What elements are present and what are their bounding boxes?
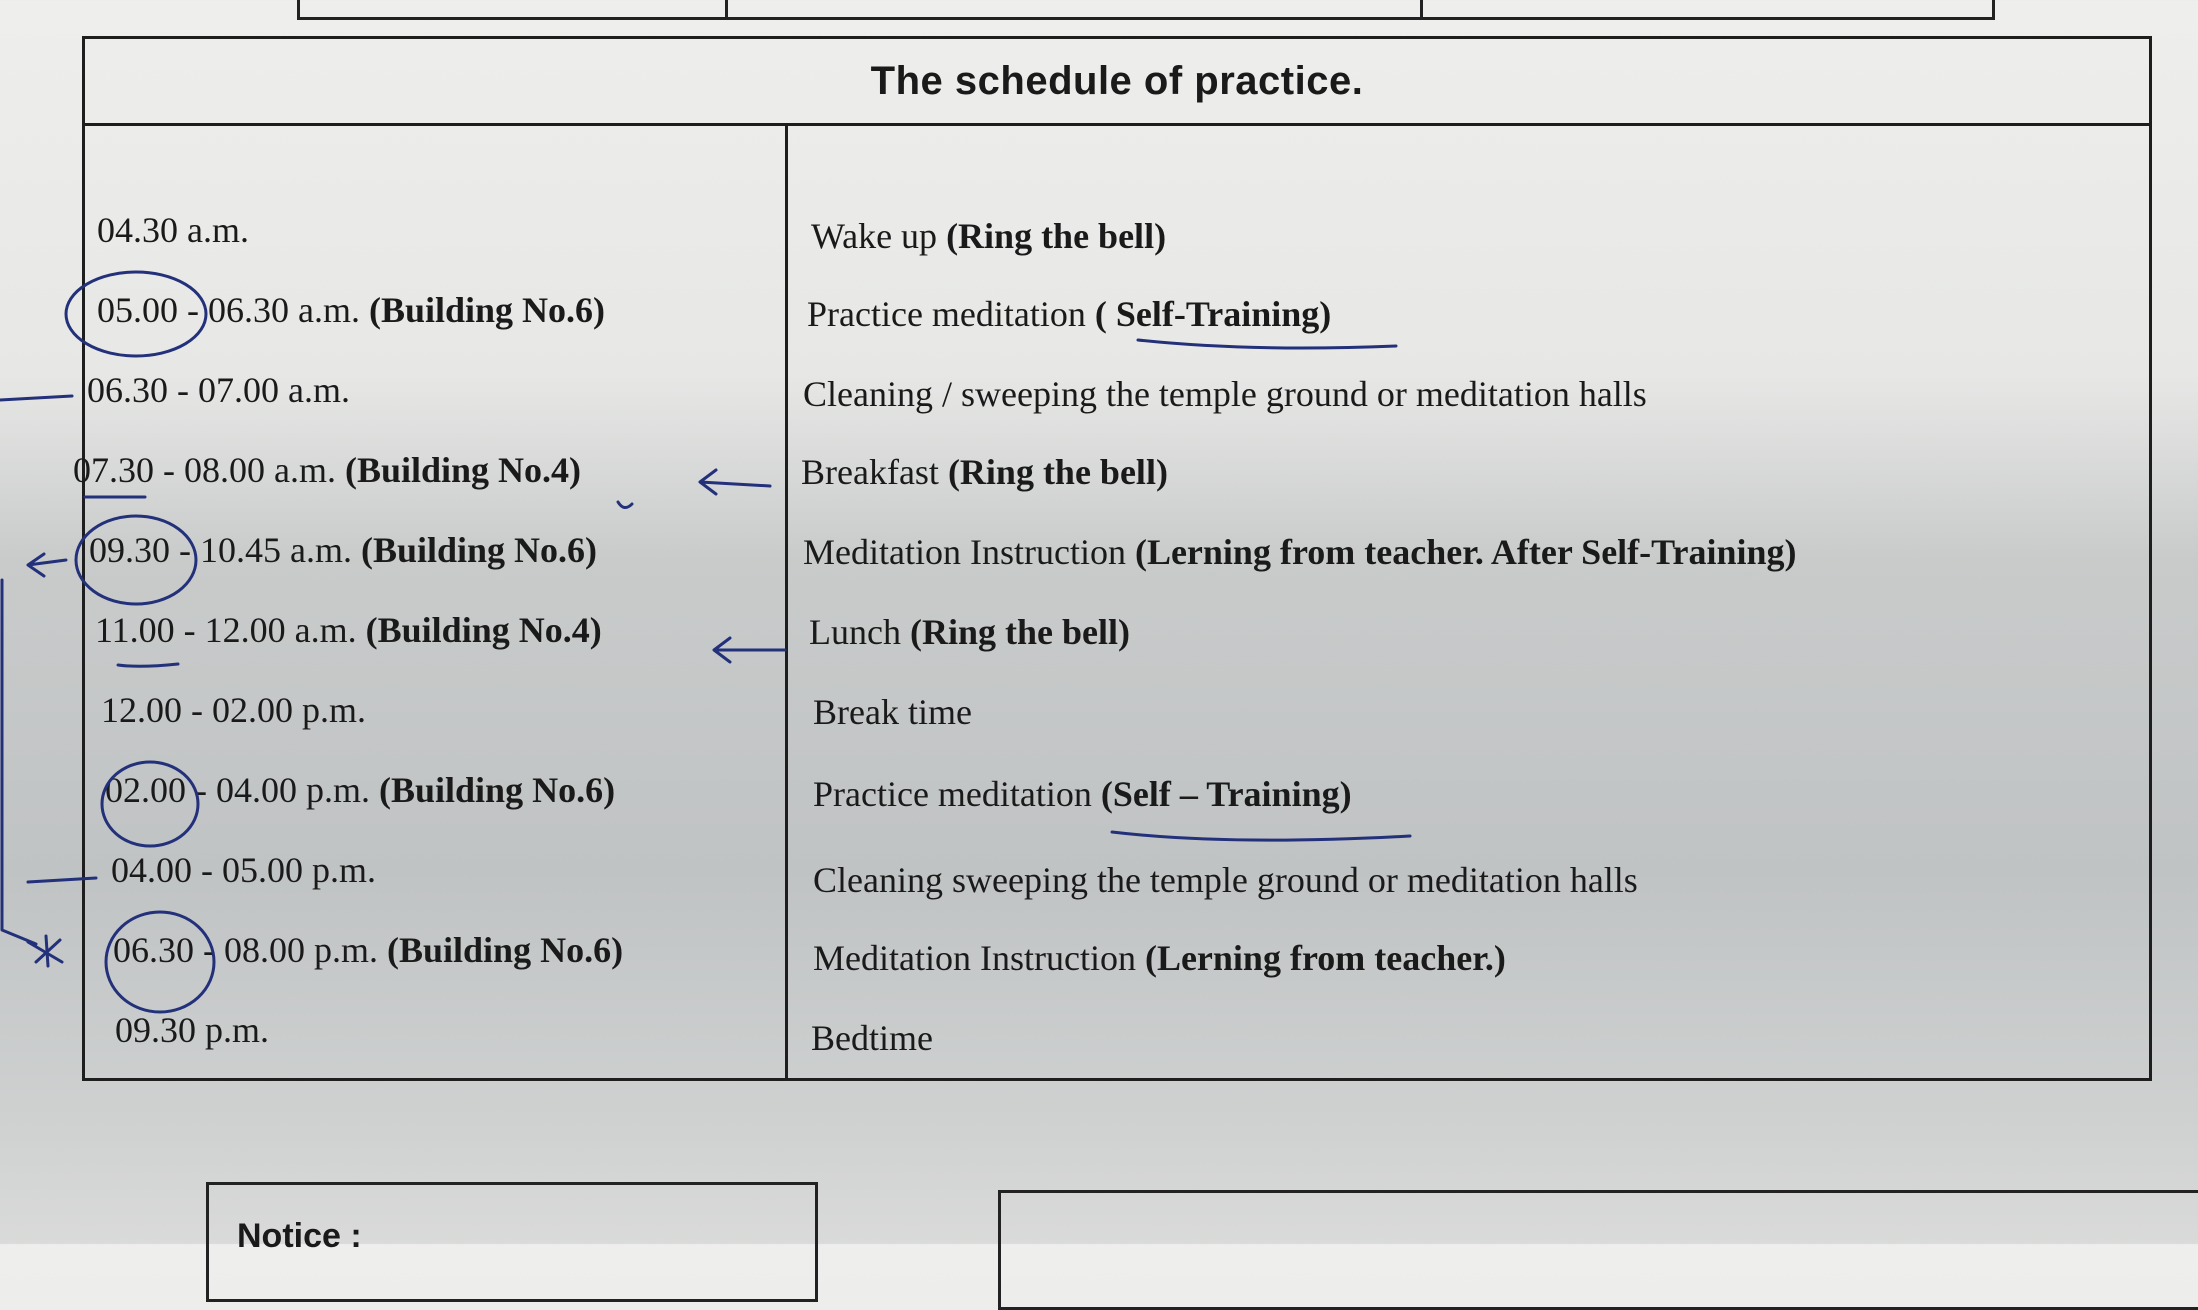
time-cell <box>113 929 623 971</box>
time-range: 05.00 - 06.30 a.m. <box>97 290 360 330</box>
location-text: (Building No.4) <box>344 450 582 490</box>
time-range: 02.00 - 04.00 p.m. <box>105 770 370 810</box>
activity-text: Wake up <box>811 216 938 256</box>
schedule-row <box>85 609 2149 689</box>
activity-text: Meditation Instruction <box>803 532 1126 572</box>
previous-table-frame <box>297 0 1995 20</box>
activity-note: (Lerning from teacher.) <box>1144 938 1506 978</box>
location-text: (Building No.6) <box>368 290 606 330</box>
activity-note: (Lerning from teacher. After Self-Training) <box>1134 532 1797 572</box>
time-range: 07.30 - 08.00 a.m. <box>73 450 336 490</box>
activity-cell <box>813 773 1352 815</box>
schedule-title-row <box>85 39 2149 126</box>
activity-text: Break time <box>813 692 972 732</box>
activity-note: (Self – Training) <box>1100 774 1352 814</box>
time-range: 09.30 p.m. <box>115 1010 270 1050</box>
activity-cell <box>809 611 1130 653</box>
activity-text: Lunch <box>809 612 901 652</box>
activity-text: Cleaning sweeping the temple ground or meditation halls <box>813 860 1638 900</box>
ink-arrow <box>0 396 72 400</box>
time-cell <box>105 769 615 811</box>
time-cell <box>73 449 581 491</box>
activity-text: Meditation Instruction <box>813 938 1136 978</box>
activity-note: (Ring the bell) <box>946 216 1167 256</box>
time-range: 11.00 - 12.00 a.m. <box>95 610 357 650</box>
schedule-row <box>85 769 2149 849</box>
time-cell <box>97 209 249 251</box>
time-range: 12.00 - 02.00 p.m. <box>101 690 366 730</box>
time-range: 09.30 - 10.45 a.m. <box>89 530 352 570</box>
schedule-row <box>85 369 2149 449</box>
time-cell <box>111 849 376 891</box>
activity-text: Practice meditation <box>813 774 1092 814</box>
activity-text: Cleaning / sweeping the temple ground or meditation halls <box>803 374 1647 414</box>
activity-note: ( Self-Training) <box>1094 294 1332 334</box>
ink-star <box>28 936 62 966</box>
time-range: 06.30 - 07.00 a.m. <box>87 370 350 410</box>
time-cell <box>87 369 350 411</box>
time-range: 04.30 a.m. <box>97 210 249 250</box>
activity-cell <box>803 531 1797 573</box>
time-range: 06.30 - 08.00 p.m. <box>113 930 378 970</box>
schedule-row <box>85 529 2149 609</box>
activity-text: Breakfast <box>801 452 939 492</box>
schedule-row <box>85 929 2149 1009</box>
activity-cell <box>811 215 1166 257</box>
notice-box <box>206 1182 818 1302</box>
time-cell <box>95 609 602 651</box>
schedule-row <box>85 289 2149 369</box>
time-cell <box>97 289 605 331</box>
time-cell <box>101 689 366 731</box>
location-text: (Building No.6) <box>379 770 616 810</box>
schedule-row <box>73 449 2149 529</box>
time-cell <box>115 1009 269 1051</box>
ink-arrow <box>28 554 66 576</box>
activity-text: Practice meditation <box>807 294 1086 334</box>
payment-box <box>998 1190 2198 1310</box>
activity-text: Bedtime <box>811 1018 933 1058</box>
activity-cell <box>813 691 972 733</box>
schedule-row <box>85 689 2149 769</box>
time-range: 04.00 - 05.00 p.m. <box>111 850 376 890</box>
activity-note: (Ring the bell) <box>947 452 1168 492</box>
table-divider <box>725 0 728 17</box>
activity-cell <box>807 293 1331 335</box>
time-cell <box>89 529 597 571</box>
table-divider <box>1420 0 1423 17</box>
activity-cell <box>813 937 1506 979</box>
schedule-title: The schedule of practice. <box>870 58 1364 103</box>
activity-note: (Ring the bell) <box>909 612 1130 652</box>
activity-cell <box>803 373 1647 415</box>
schedule-row <box>85 849 2149 929</box>
activity-cell <box>813 859 1638 901</box>
ink-bracket <box>2 580 36 944</box>
location-text: (Building No.6) <box>387 930 624 970</box>
location-text: (Building No.4) <box>365 610 602 650</box>
activity-cell <box>801 451 1168 493</box>
notice-label: Notice : <box>237 1217 362 1255</box>
schedule-row <box>85 209 2149 289</box>
activity-cell <box>811 1017 933 1059</box>
schedule-row <box>85 1009 2149 1089</box>
location-text: (Building No.6) <box>360 530 598 570</box>
schedule-table <box>73 36 2152 1081</box>
